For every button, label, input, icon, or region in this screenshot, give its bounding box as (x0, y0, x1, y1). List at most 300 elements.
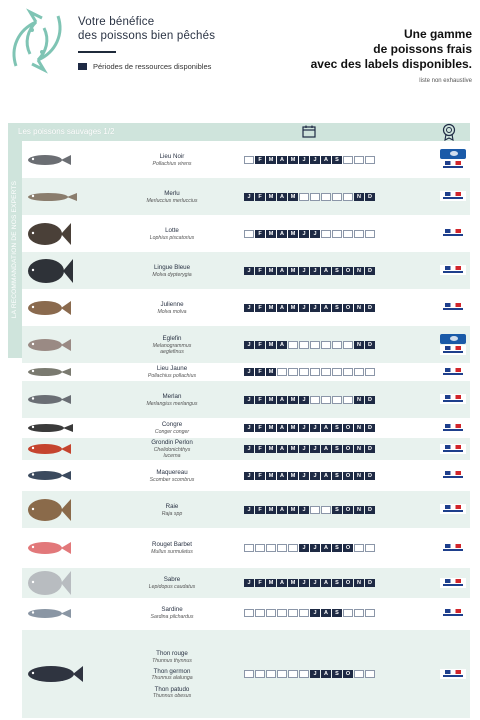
table-row (22, 363, 470, 381)
month-cell: A (321, 670, 331, 678)
fish-latin-name: Molva dypterygia (152, 271, 192, 278)
month-cell: M (288, 472, 298, 480)
month-cell (277, 544, 287, 552)
month-cell (310, 396, 320, 404)
fish-names (112, 606, 232, 620)
month-cell: J (244, 472, 254, 480)
month-cell: M (288, 193, 298, 201)
fish-labels (440, 394, 468, 405)
month-cell: A (321, 445, 331, 453)
month-cell: M (266, 267, 276, 275)
month-cell: A (321, 267, 331, 275)
availability-calendar (244, 304, 375, 312)
month-cell (277, 670, 287, 678)
fish-name: Lingue Bleue (153, 264, 191, 271)
fish-illustration-icon (26, 299, 72, 317)
month-cell: J (244, 506, 254, 514)
fish-labels (440, 543, 468, 554)
month-cell: F (255, 424, 265, 432)
month-cell: S (332, 609, 342, 617)
month-cell: F (255, 304, 265, 312)
fish-name: Merlu (164, 190, 180, 197)
month-cell: J (299, 230, 309, 238)
month-cell: S (332, 506, 342, 514)
month-cell (277, 368, 287, 376)
tagline (311, 27, 472, 72)
month-cell: J (244, 445, 254, 453)
month-cell: S (332, 579, 342, 587)
fish-illustration-icon (26, 393, 72, 406)
month-cell: M (288, 396, 298, 404)
fish-latin-name: Merlangius merlangus (146, 400, 198, 407)
fish-name: Lieu Noir (159, 153, 185, 160)
month-cell (288, 544, 298, 552)
month-cell: F (255, 472, 265, 480)
month-cell: M (266, 396, 276, 404)
pecheur-france-label-icon (440, 543, 466, 553)
fish-name: Rouget Barbet (152, 541, 192, 548)
fish-name: Raie (165, 503, 179, 510)
fish-labels (440, 334, 468, 356)
table-title: Les poissons sauvages 1/2 (18, 127, 115, 136)
month-cell: O (343, 544, 353, 552)
month-cell: N (354, 304, 364, 312)
month-cell: M (266, 445, 276, 453)
month-cell: N (354, 424, 364, 432)
fish-labels (440, 302, 468, 313)
tagline-line3: avec des labels disponibles. (310, 57, 472, 71)
fish-name: Eglefin (162, 335, 182, 342)
fish-name: Merlan (162, 393, 182, 400)
month-cell (354, 544, 364, 552)
fish-labels (440, 669, 468, 680)
month-cell (343, 609, 353, 617)
fish-illustration-icon (26, 469, 72, 482)
month-cell (343, 193, 353, 201)
month-cell (255, 609, 265, 617)
month-cell: J (299, 396, 309, 404)
fish-names (112, 393, 232, 407)
month-cell (343, 341, 353, 349)
fish-name: Thon rouge (156, 650, 188, 657)
month-cell: N (354, 579, 364, 587)
month-cell (299, 609, 309, 617)
month-cell: J (299, 506, 309, 514)
fish-latin-name: Pollachius pollachius (147, 372, 197, 379)
fish-latin-name: Lepidopus caudatus (148, 583, 196, 590)
fish-latin-name: Thunnus thynnus (152, 657, 192, 664)
fish-names (112, 190, 232, 204)
month-cell: A (321, 544, 331, 552)
month-cell: M (266, 424, 276, 432)
fish-name: Lieu Jaune (156, 365, 188, 372)
month-cell (343, 396, 353, 404)
month-cell: S (332, 156, 342, 164)
fish-labels (440, 367, 468, 378)
title-divider (78, 51, 116, 53)
month-cell: A (277, 341, 287, 349)
month-cell (310, 506, 320, 514)
month-cell: J (244, 396, 254, 404)
month-cell (321, 230, 331, 238)
month-cell (255, 670, 265, 678)
month-cell: F (255, 341, 265, 349)
fish-labels (440, 470, 468, 481)
month-cell: J (310, 230, 320, 238)
fish-latin-name: Pollachius virens (152, 160, 192, 167)
month-cell: M (288, 230, 298, 238)
month-cell: M (266, 368, 276, 376)
month-cell: J (244, 267, 254, 275)
month-cell (244, 609, 254, 617)
month-cell (365, 609, 375, 617)
month-cell (321, 506, 331, 514)
table-row (22, 438, 470, 460)
availability-calendar (244, 544, 375, 552)
month-cell (365, 368, 375, 376)
month-cell: O (343, 304, 353, 312)
fish-names (112, 650, 232, 699)
month-cell: O (343, 472, 353, 480)
month-cell: M (288, 156, 298, 164)
month-cell (244, 544, 254, 552)
table-row (22, 460, 470, 491)
fish-latin-name: Scomber scombrus (149, 476, 195, 483)
month-cell: M (288, 445, 298, 453)
month-cell: J (299, 445, 309, 453)
brand-title-line2: des poissons bien pêchés (78, 30, 216, 42)
legend-swatch (78, 63, 87, 70)
month-cell: J (310, 267, 320, 275)
fish-name: Grondin Perlon (151, 439, 193, 446)
month-cell: N (354, 472, 364, 480)
expert-sidebar (8, 141, 22, 358)
month-cell: F (255, 193, 265, 201)
month-cell: S (332, 304, 342, 312)
fish-names (112, 227, 232, 241)
month-cell: D (365, 267, 375, 275)
month-cell (365, 156, 375, 164)
fish-illustration-icon (26, 540, 72, 556)
fish-latin-name: lucerna (163, 452, 181, 459)
fish-latin-name: Raja spp (161, 510, 183, 517)
pecheur-france-label-icon (440, 669, 466, 679)
month-cell: D (365, 506, 375, 514)
month-cell (288, 609, 298, 617)
fish-name: Maquereau (156, 469, 188, 476)
month-cell: D (365, 193, 375, 201)
month-cell (288, 341, 298, 349)
availability-calendar (244, 230, 375, 238)
fish-logo-icon (8, 8, 66, 74)
month-cell: S (332, 472, 342, 480)
month-cell (354, 230, 364, 238)
month-cell (365, 230, 375, 238)
pecheur-france-label-icon (440, 191, 466, 201)
month-cell (321, 396, 331, 404)
month-cell: D (365, 579, 375, 587)
month-cell: J (244, 424, 254, 432)
fish-names (112, 335, 232, 355)
availability-calendar (244, 193, 375, 201)
month-cell (310, 341, 320, 349)
month-cell: J (299, 424, 309, 432)
availability-calendar (244, 579, 375, 587)
tagline-line2: de poissons frais (373, 42, 472, 56)
month-cell: D (365, 341, 375, 349)
fish-illustration-icon (26, 257, 74, 285)
month-cell: J (310, 579, 320, 587)
fish-illustration-icon (26, 442, 72, 456)
month-cell: A (277, 424, 287, 432)
fish-illustration-icon (26, 607, 72, 620)
pecheur-france-label-icon (440, 423, 466, 433)
month-cell: M (266, 341, 276, 349)
fish-latin-name: Sardina pilchardus (150, 613, 194, 620)
availability-calendar (244, 670, 375, 678)
fish-names (112, 421, 232, 435)
availability-calendar (244, 396, 375, 404)
month-cell (288, 670, 298, 678)
month-cell (354, 670, 364, 678)
table-row (22, 528, 470, 568)
table-row (22, 568, 470, 598)
pecheur-france-label-icon (440, 302, 466, 312)
month-cell (299, 193, 309, 201)
month-cell (365, 670, 375, 678)
month-cell: M (266, 193, 276, 201)
month-cell (343, 156, 353, 164)
month-cell: M (288, 506, 298, 514)
month-cell: F (255, 445, 265, 453)
fish-illustration-icon (26, 221, 72, 247)
pecheur-france-label-icon (440, 367, 466, 377)
fish-latin-name: Chelidonichthys (153, 446, 191, 453)
month-cell (332, 230, 342, 238)
month-cell (332, 368, 342, 376)
month-cell: S (332, 544, 342, 552)
pecheur-france-label-icon (440, 265, 466, 275)
legend (78, 62, 211, 71)
table-row (22, 381, 470, 418)
month-cell: A (277, 230, 287, 238)
fish-latin-name: Molva molva (157, 308, 187, 315)
month-cell (244, 230, 254, 238)
month-cell: A (277, 579, 287, 587)
month-cell: J (244, 368, 254, 376)
fish-names (112, 153, 232, 167)
fish-labels (440, 423, 468, 434)
month-cell: D (365, 396, 375, 404)
month-cell: J (299, 472, 309, 480)
month-cell (343, 368, 353, 376)
month-cell: M (288, 267, 298, 275)
month-cell: F (255, 267, 265, 275)
availability-calendar (244, 341, 375, 349)
month-cell (299, 670, 309, 678)
month-cell: J (310, 445, 320, 453)
month-cell (332, 193, 342, 201)
availability-calendar (244, 445, 375, 453)
table-row (22, 178, 470, 215)
month-cell (343, 230, 353, 238)
month-cell (310, 368, 320, 376)
month-cell (244, 156, 254, 164)
tagline-line1: Une gamme (403, 27, 472, 41)
month-cell (244, 670, 254, 678)
month-cell: J (244, 579, 254, 587)
availability-calendar (244, 472, 375, 480)
fish-names (112, 576, 232, 590)
fish-latin-name: Thunnus alalunga (151, 675, 193, 682)
fish-illustration-icon (26, 664, 84, 684)
month-cell (299, 368, 309, 376)
month-cell: F (255, 396, 265, 404)
fish-latin-name: Conger conger (154, 428, 190, 435)
month-cell: F (255, 156, 265, 164)
fish-latin-name: Merluccius merluccius (146, 197, 198, 204)
month-cell (255, 544, 265, 552)
month-cell: A (321, 609, 331, 617)
legend-label: Périodes de ressources disponibles (93, 62, 212, 71)
month-cell: J (244, 341, 254, 349)
month-cell: A (277, 506, 287, 514)
month-cell: A (277, 193, 287, 201)
month-cell: D (365, 472, 375, 480)
month-cell: O (343, 579, 353, 587)
fish-name: Sardine (161, 606, 183, 613)
fish-labels (440, 578, 468, 589)
availability-calendar (244, 156, 375, 164)
month-cell: N (354, 396, 364, 404)
month-cell: D (365, 304, 375, 312)
month-cell: J (310, 472, 320, 480)
table-row (22, 326, 470, 363)
calendar-icon (302, 125, 316, 138)
month-cell: A (277, 304, 287, 312)
table-row (22, 141, 470, 178)
fish-latin-name: aeglefinus (160, 348, 184, 355)
month-cell: A (277, 445, 287, 453)
fish-illustration-icon (26, 497, 72, 523)
fish-illustration-icon (26, 366, 72, 378)
month-cell: A (277, 156, 287, 164)
month-cell: A (321, 472, 331, 480)
month-cell: F (255, 506, 265, 514)
fish-illustration-icon (26, 191, 78, 203)
fish-name: Lotte (165, 227, 179, 234)
fish-latin-name: Thunnus obesus (152, 693, 192, 700)
header (0, 0, 480, 120)
month-cell: M (266, 156, 276, 164)
month-cell (277, 609, 287, 617)
month-cell: S (332, 424, 342, 432)
table-header (8, 123, 470, 141)
month-cell: A (321, 304, 331, 312)
fish-latin-name: Mullus surmuletus (151, 548, 193, 555)
fish-labels (440, 265, 468, 276)
month-cell: A (277, 267, 287, 275)
month-cell: S (332, 670, 342, 678)
month-cell: N (354, 267, 364, 275)
table-row (22, 215, 470, 252)
month-cell (365, 544, 375, 552)
fish-names (112, 365, 232, 379)
month-cell: J (310, 424, 320, 432)
table-row (22, 252, 470, 289)
month-cell: J (244, 304, 254, 312)
table-row (22, 491, 470, 528)
month-cell (310, 193, 320, 201)
fish-names (112, 264, 232, 278)
month-cell: M (288, 579, 298, 587)
msc-label-icon (440, 149, 466, 159)
pecheur-france-label-icon (440, 345, 466, 355)
month-cell: O (343, 424, 353, 432)
fish-names (112, 541, 232, 555)
fish-name: Thon patudo (154, 685, 190, 693)
month-cell: A (321, 579, 331, 587)
month-cell: M (266, 304, 276, 312)
month-cell: D (365, 424, 375, 432)
fish-name: Thon germon (153, 667, 191, 675)
month-cell: F (255, 368, 265, 376)
month-cell: J (299, 579, 309, 587)
month-cell: D (365, 445, 375, 453)
pecheur-france-label-icon (440, 394, 466, 404)
pecheur-france-label-icon (440, 228, 466, 238)
fish-labels (440, 228, 468, 239)
fish-illustration-icon (26, 153, 72, 167)
month-cell: J (310, 304, 320, 312)
fish-illustration-icon (26, 422, 74, 434)
fish-names (112, 503, 232, 517)
month-cell (266, 670, 276, 678)
month-cell: M (288, 304, 298, 312)
month-cell: O (343, 445, 353, 453)
pecheur-france-label-icon (440, 470, 466, 480)
availability-calendar (244, 506, 375, 514)
month-cell: A (277, 472, 287, 480)
month-cell: J (310, 670, 320, 678)
month-cell: N (354, 341, 364, 349)
month-cell (321, 368, 331, 376)
pecheur-france-label-icon (440, 608, 466, 618)
availability-calendar (244, 267, 375, 275)
fish-names (112, 439, 232, 459)
month-cell: M (288, 424, 298, 432)
month-cell: O (343, 670, 353, 678)
month-cell: M (266, 579, 276, 587)
fish-name: Sabre (163, 576, 181, 583)
month-cell: M (266, 230, 276, 238)
month-cell: M (266, 506, 276, 514)
pecheur-france-label-icon (440, 444, 466, 454)
fish-latin-name: Lophius piscatorius (149, 234, 195, 241)
month-cell: M (266, 472, 276, 480)
fish-names (112, 469, 232, 483)
month-cell: O (343, 506, 353, 514)
month-cell: N (354, 506, 364, 514)
label-rosette-icon (441, 123, 457, 141)
month-cell (321, 341, 331, 349)
month-cell: N (354, 445, 364, 453)
table-row (22, 289, 470, 326)
table-row (22, 630, 470, 718)
month-cell: J (244, 193, 254, 201)
month-cell: J (299, 156, 309, 164)
month-cell: J (310, 609, 320, 617)
